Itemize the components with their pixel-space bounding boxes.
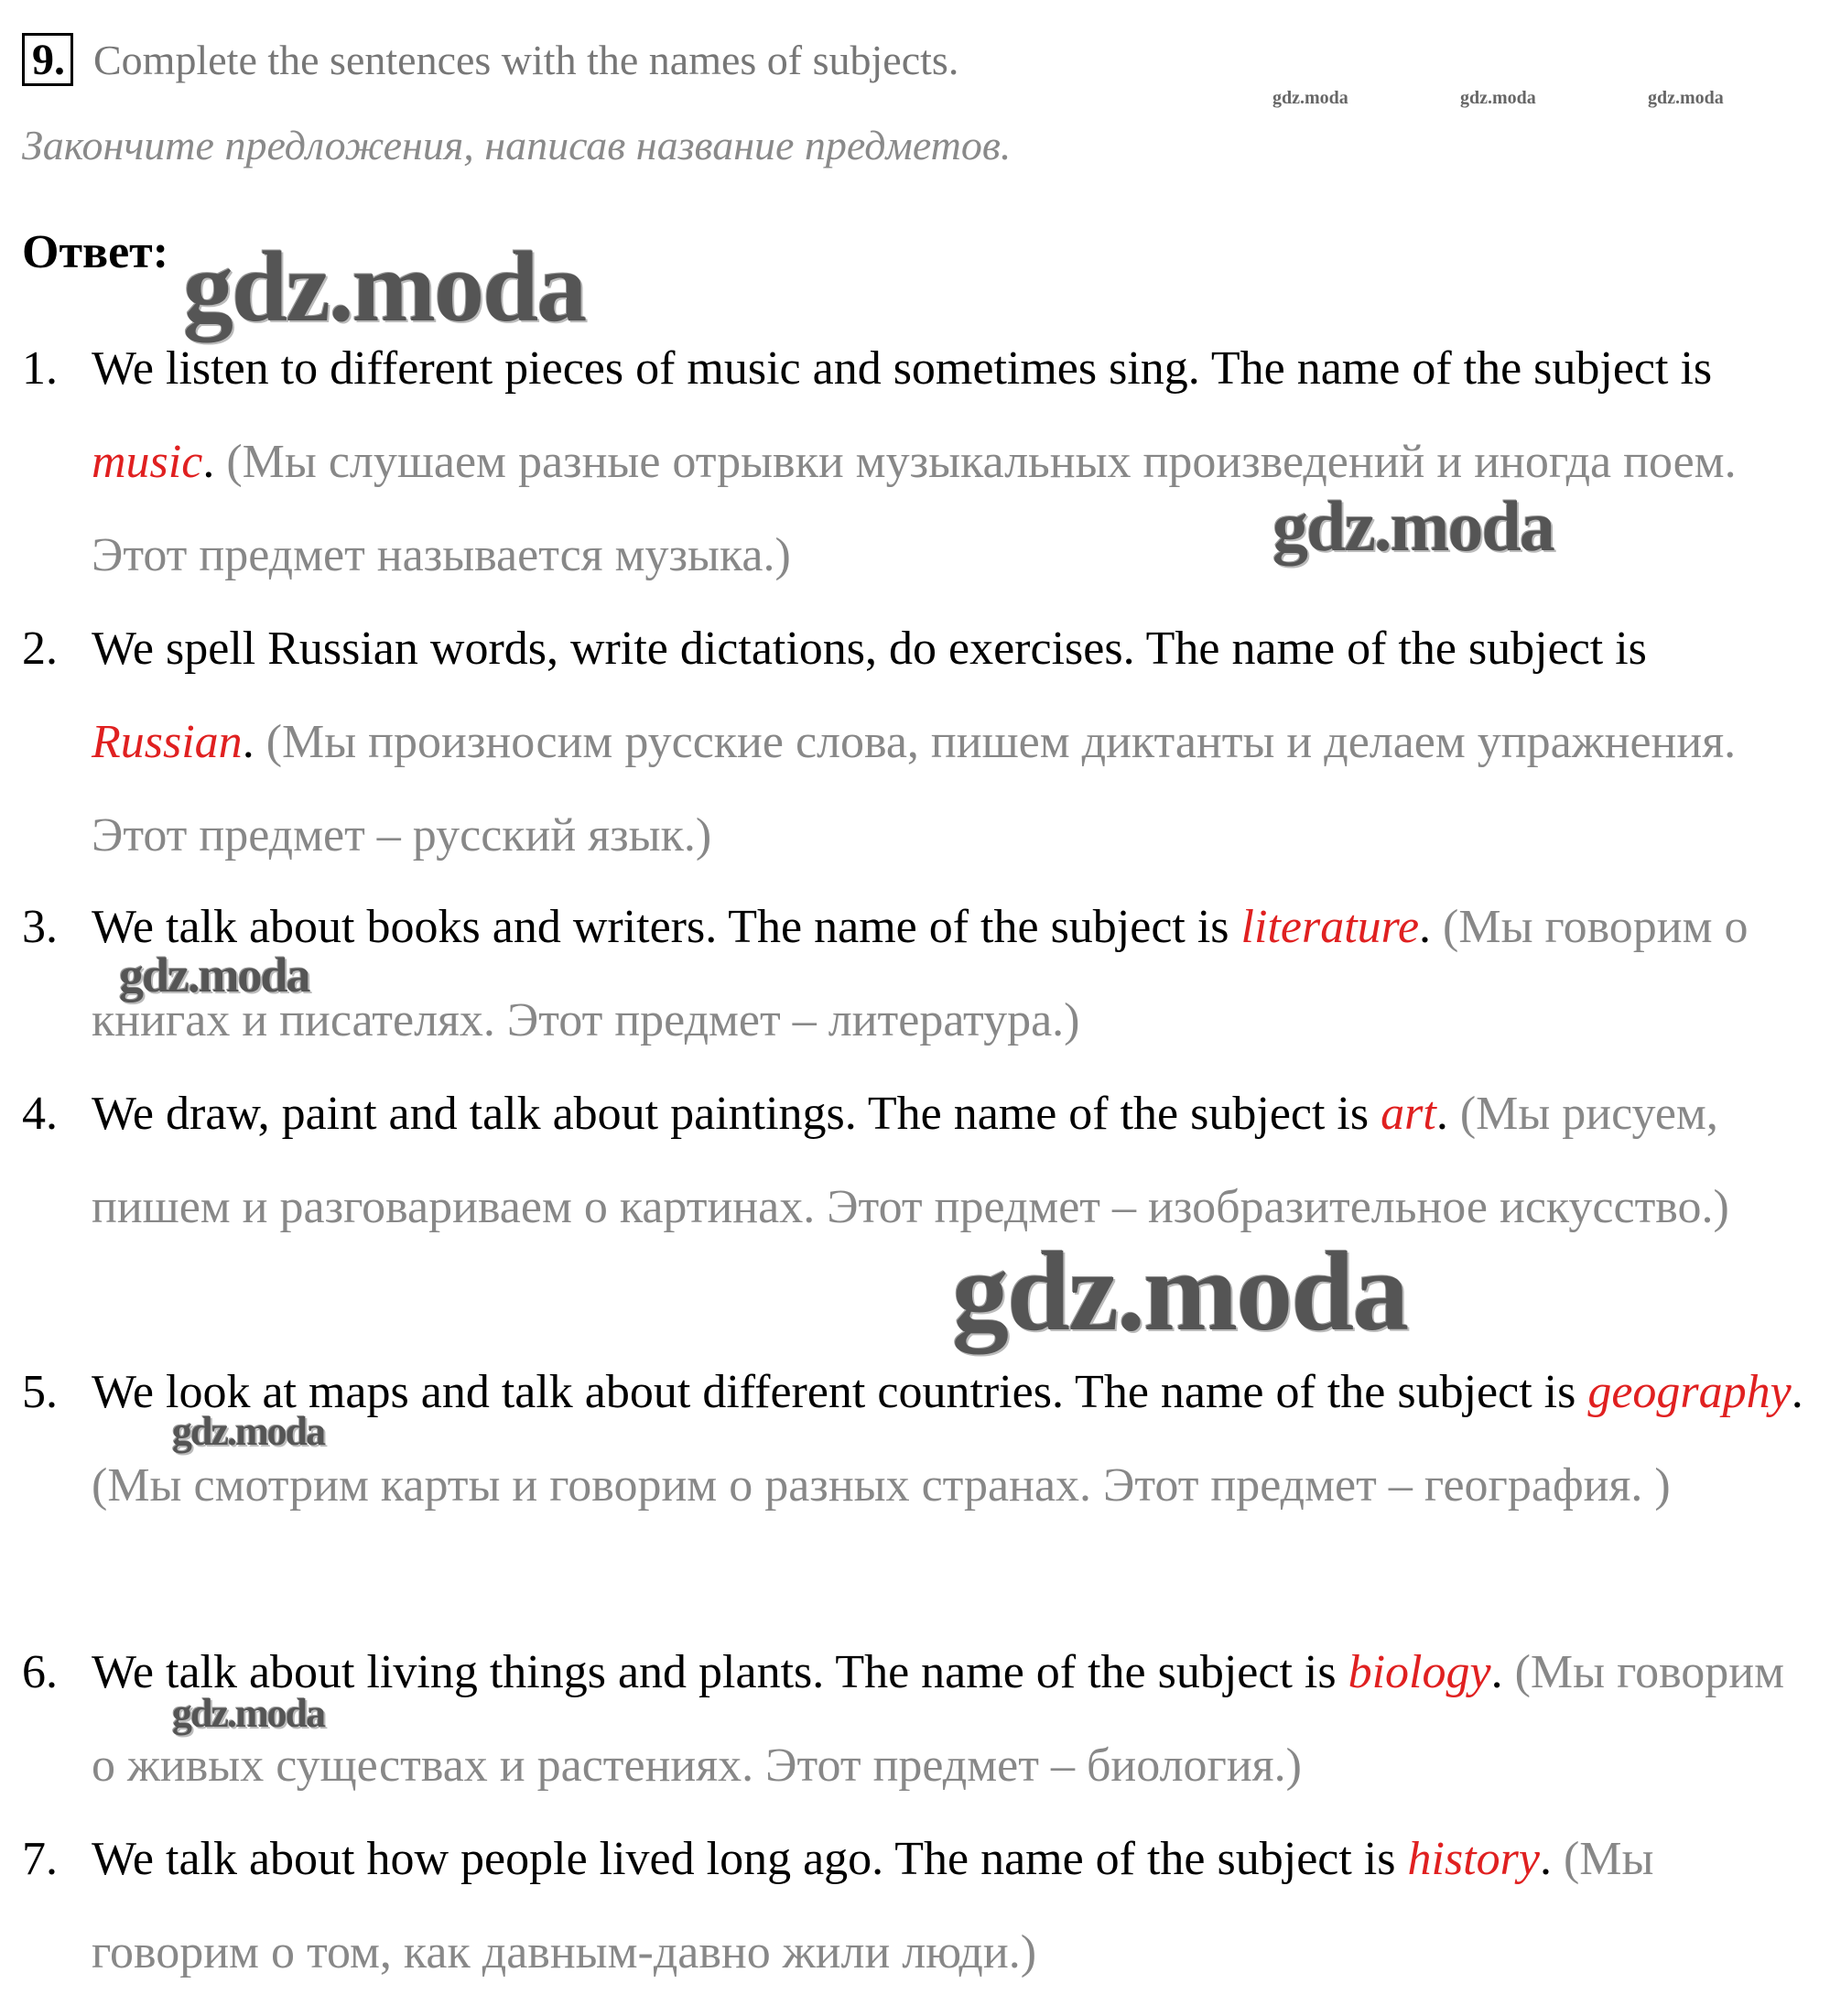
watermark-large: gdz.moda (1272, 486, 1554, 566)
item-answer: music (92, 436, 203, 488)
answer-label: Ответ: (22, 226, 169, 278)
item-translation: (Мы рисуем, пишем и разговариваем о картинах. Этот предмет – изобразительное искусство.) (92, 1088, 1729, 1233)
watermark-large: gdz.moda (952, 1229, 1408, 1354)
item-translation: (Мы говорим о книгах и писателях. Этот предмет – литература.) (92, 901, 1749, 1046)
item-answer: geography (1587, 1366, 1792, 1418)
watermark-small: gdz.moda (1460, 88, 1536, 108)
task-header (22, 33, 958, 86)
item-sentence: We draw, paint and talk about paintings. The name of the subject is (92, 1088, 1381, 1140)
item-sentence-end: . (1435, 1088, 1448, 1140)
task-instruction-en: Complete the sentences with the names of subjects. (93, 36, 959, 83)
item-sentence: We talk about living things and plants. The name of the subject is (92, 1646, 1348, 1698)
watermark-small: gdz.moda (1272, 88, 1348, 108)
item-number: 5. (22, 1366, 58, 1418)
answer-item-4 (22, 1068, 1816, 1254)
watermark-large: gdz.moda (183, 231, 586, 342)
item-translation: (Мы говорим о том, как давным-давно жили люди.) (92, 1833, 1654, 1978)
item-sentence: We spell Russian words, write dictations, do exercises. The name of the subject is (92, 623, 1647, 675)
item-translation: (Мы слушаем разные отрывки музыкальных произведений и иногда поем. Этот предмет называется музыка.) (92, 436, 1737, 581)
item-answer: Russian (92, 716, 243, 768)
item-number: 1. (22, 342, 58, 395)
item-answer: biology (1348, 1646, 1491, 1698)
item-translation: (Мы произносим русские слова, пишем диктанты и делаем упражнения. Этот предмет – русский язык.) (92, 716, 1737, 862)
item-number: 4. (22, 1088, 58, 1140)
task-number: 9. (22, 33, 73, 86)
watermark-medium: gdz.moda (119, 948, 309, 1003)
item-answer: literature (1240, 901, 1420, 953)
item-translation: (Мы говорим о живых существах и растениях. Этот предмет – биология.) (92, 1646, 1785, 1792)
item-sentence: We talk about how people lived long ago. The name of the subject is (92, 1833, 1408, 1885)
item-answer: art (1381, 1088, 1436, 1140)
item-answer: history (1407, 1833, 1540, 1885)
task-instruction-ru: Закончите предложения, написав название предметов. (22, 122, 1012, 168)
watermark-medium: gdz.moda (172, 1691, 325, 1736)
item-sentence: We look at maps and talk about different countries. The name of the subject is (92, 1366, 1588, 1418)
item-translation: (Мы смотрим карты и говорим о разных странах. Этот предмет – география. ) (92, 1459, 1671, 1512)
item-sentence-end: . (1490, 1646, 1503, 1698)
item-sentence-end: . (242, 716, 254, 768)
item-sentence-end: . (1419, 901, 1432, 953)
item-number: 2. (22, 623, 58, 675)
answer-item-7 (22, 1813, 1816, 2000)
watermark-small: gdz.moda (1648, 88, 1724, 108)
item-sentence: We talk about books and writers. The name of the subject is (92, 901, 1241, 953)
item-sentence-end: . (1539, 1833, 1552, 1885)
answer-item-2 (22, 602, 1816, 883)
item-number: 3. (22, 901, 58, 953)
item-number: 6. (22, 1646, 58, 1698)
watermark-medium: gdz.moda (172, 1409, 325, 1454)
item-number: 7. (22, 1833, 58, 1885)
item-sentence: We listen to different pieces of music and sometimes sing. The name of the subject is (92, 342, 1713, 395)
item-sentence-end: . (202, 436, 215, 488)
item-sentence-end: . (1791, 1366, 1803, 1418)
